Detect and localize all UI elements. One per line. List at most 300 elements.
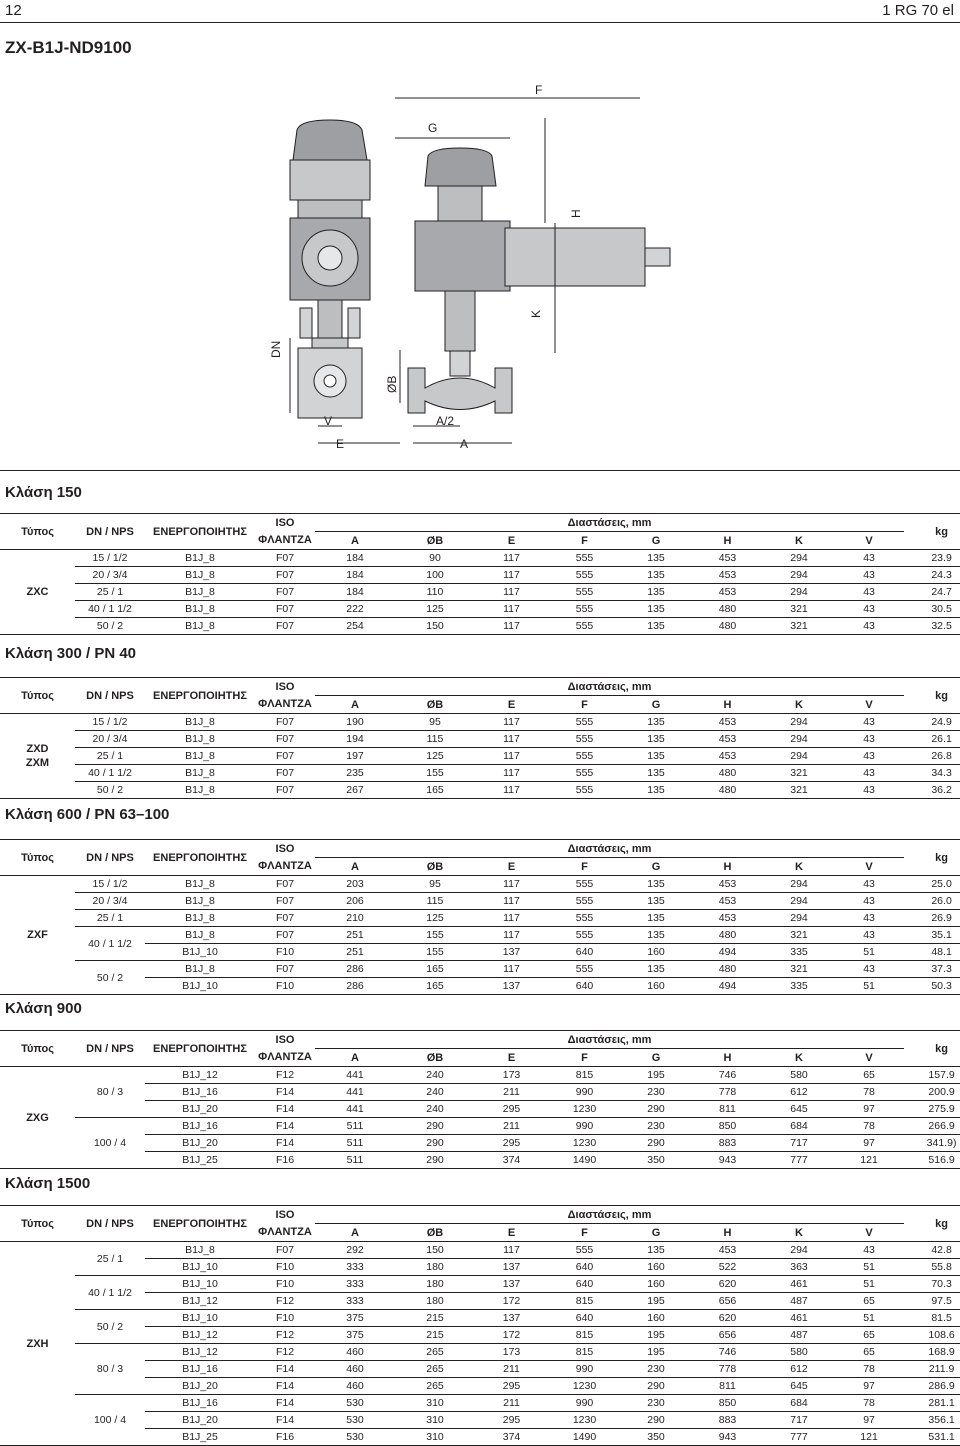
- row-cell: 341.9): [904, 1135, 960, 1152]
- header-type: Τύπος: [0, 514, 75, 550]
- row-cell: 266.9: [904, 1118, 960, 1135]
- row-cell: 121: [834, 1429, 904, 1446]
- header-col: V: [834, 858, 904, 876]
- header-col: K: [764, 1049, 834, 1067]
- row-cell: 117: [475, 876, 548, 893]
- row-cell: 160: [621, 1259, 691, 1276]
- row-cell: 580: [764, 1344, 834, 1361]
- row-cell: 555: [548, 567, 621, 584]
- row-cell: F14: [255, 1135, 315, 1152]
- row-cell: 480: [691, 618, 764, 635]
- table-row: [0, 618, 960, 635]
- header-dn: DN / NPS: [75, 1031, 145, 1067]
- row-cell: 290: [621, 1135, 691, 1152]
- row-cell: 480: [691, 765, 764, 782]
- section-title: Κλάση 600 / PN 63–100: [5, 806, 170, 823]
- row-cell: B1J_20: [145, 1135, 255, 1152]
- row-cell: 1230: [548, 1412, 621, 1429]
- row-cell: 441: [315, 1084, 395, 1101]
- row-cell: F14: [255, 1101, 315, 1118]
- header-dn: DN / NPS: [75, 1206, 145, 1242]
- row-cell: B1J_8: [145, 782, 255, 799]
- row-dn: 80 / 3: [75, 1344, 145, 1395]
- row-cell: 135: [621, 782, 691, 799]
- row-cell: 135: [621, 714, 691, 731]
- row-cell: 555: [548, 1242, 621, 1259]
- row-cell: 290: [621, 1378, 691, 1395]
- table-row: [0, 782, 960, 799]
- row-cell: B1J_10: [145, 944, 255, 961]
- row-cell: 43: [834, 748, 904, 765]
- row-cell: F10: [255, 944, 315, 961]
- row-cell: 294: [764, 731, 834, 748]
- row-cell: 43: [834, 765, 904, 782]
- row-cell: 294: [764, 584, 834, 601]
- row-dn: 25 / 1: [75, 1242, 145, 1276]
- row-cell: F14: [255, 1378, 315, 1395]
- row-cell: F07: [255, 601, 315, 618]
- table-row: [0, 1067, 960, 1084]
- row-cell: 195: [621, 1067, 691, 1084]
- row-cell: 374: [475, 1152, 548, 1169]
- row-cell: 160: [621, 1310, 691, 1327]
- row-cell: B1J_8: [145, 714, 255, 731]
- row-cell: B1J_8: [145, 550, 255, 567]
- header-iso: ISO: [255, 678, 315, 696]
- row-cell: 97: [834, 1101, 904, 1118]
- row-cell: 160: [621, 944, 691, 961]
- table-row: [0, 748, 960, 765]
- row-cell: 815: [548, 1067, 621, 1084]
- header-dn: DN / NPS: [75, 678, 145, 714]
- row-cell: 195: [621, 1293, 691, 1310]
- table-row: [0, 1395, 960, 1412]
- row-dn: 25 / 1: [75, 748, 145, 765]
- row-cell: 640: [548, 1276, 621, 1293]
- table-row: [0, 1310, 960, 1327]
- row-cell: 137: [475, 1310, 548, 1327]
- row-cell: 530: [315, 1429, 395, 1446]
- row-cell: 511: [315, 1152, 395, 1169]
- row-dn: 15 / 1/2: [75, 714, 145, 731]
- row-cell: 50.3: [904, 978, 960, 995]
- header-col: V: [834, 532, 904, 550]
- row-dn: 40 / 1 1/2: [75, 765, 145, 782]
- row-cell: 95: [395, 714, 475, 731]
- row-cell: 125: [395, 601, 475, 618]
- header-iso: ISO: [255, 514, 315, 532]
- row-cell: B1J_12: [145, 1344, 255, 1361]
- table-row: [0, 1242, 960, 1259]
- row-cell: 363: [764, 1259, 834, 1276]
- row-cell: 612: [764, 1084, 834, 1101]
- row-cell: 265: [395, 1378, 475, 1395]
- row-cell: 811: [691, 1378, 764, 1395]
- row-cell: B1J_8: [145, 601, 255, 618]
- row-cell: F07: [255, 567, 315, 584]
- header-col: V: [834, 1049, 904, 1067]
- header-kg: kg: [904, 678, 960, 714]
- row-cell: B1J_16: [145, 1118, 255, 1135]
- row-cell: 516.9: [904, 1152, 960, 1169]
- row-cell: 612: [764, 1361, 834, 1378]
- row-cell: 117: [475, 567, 548, 584]
- header-flange: ΦΛΑΝΤΖΑ: [258, 534, 312, 547]
- row-cell: 195: [621, 1327, 691, 1344]
- row-cell: 165: [395, 978, 475, 995]
- row-cell: 290: [395, 1118, 475, 1135]
- row-cell: 375: [315, 1327, 395, 1344]
- row-cell: B1J_16: [145, 1084, 255, 1101]
- row-cell: 555: [548, 765, 621, 782]
- row-cell: F07: [255, 893, 315, 910]
- row-cell: 160: [621, 978, 691, 995]
- row-cell: 943: [691, 1429, 764, 1446]
- row-cell: 321: [764, 961, 834, 978]
- row-cell: 555: [548, 876, 621, 893]
- header-actuator: ΕΝΕΡΓΟΠΟΙΗΤΗΣ: [145, 678, 255, 714]
- row-cell: F07: [255, 731, 315, 748]
- row-cell: 65: [834, 1293, 904, 1310]
- header-col: H: [691, 1224, 764, 1242]
- row-cell: 453: [691, 910, 764, 927]
- row-cell: 990: [548, 1118, 621, 1135]
- header-col: A: [315, 1224, 395, 1242]
- row-cell: 717: [764, 1135, 834, 1152]
- row-cell: 656: [691, 1293, 764, 1310]
- row-cell: 295: [475, 1378, 548, 1395]
- header-actuator: ΕΝΕΡΓΟΠΟΙΗΤΗΣ: [145, 514, 255, 550]
- header-actuator: ΕΝΕΡΓΟΠΟΙΗΤΗΣ: [145, 1031, 255, 1067]
- row-cell: 295: [475, 1101, 548, 1118]
- section-title: Κλάση 900: [5, 1000, 82, 1017]
- row-cell: 555: [548, 927, 621, 944]
- header-dn: DN / NPS: [75, 514, 145, 550]
- row-cell: B1J_8: [145, 731, 255, 748]
- row-cell: F16: [255, 1152, 315, 1169]
- row-cell: B1J_8: [145, 765, 255, 782]
- row-cell: 35.1: [904, 927, 960, 944]
- row-cell: 461: [764, 1276, 834, 1293]
- row-cell: 1490: [548, 1152, 621, 1169]
- row-cell: 25.0: [904, 876, 960, 893]
- row-cell: 43: [834, 601, 904, 618]
- row-cell: 34.3: [904, 765, 960, 782]
- row-cell: 51: [834, 978, 904, 995]
- row-type: ZXC: [0, 550, 75, 635]
- header-col: E: [475, 858, 548, 876]
- row-cell: F10: [255, 1276, 315, 1293]
- row-cell: 356.1: [904, 1412, 960, 1429]
- page-title: ZX-B1J-ND9100: [5, 38, 132, 57]
- row-cell: B1J_12: [145, 1327, 255, 1344]
- row-cell: 211: [475, 1395, 548, 1412]
- row-cell: 375: [315, 1310, 395, 1327]
- header-kg: kg: [904, 514, 960, 550]
- header-actuator: ΕΝΕΡΓΟΠΟΙΗΤΗΣ: [145, 1206, 255, 1242]
- row-dn: 20 / 3/4: [75, 567, 145, 584]
- header-iso: ISO: [255, 1031, 315, 1049]
- row-cell: 294: [764, 567, 834, 584]
- dimension-table: [0, 677, 960, 799]
- row-dn: 40 / 1 1/2: [75, 1276, 145, 1310]
- row-cell: 811: [691, 1101, 764, 1118]
- row-cell: F12: [255, 1327, 315, 1344]
- row-cell: 197: [315, 748, 395, 765]
- header-dimensions: Διαστάσεις, mm: [315, 1206, 904, 1224]
- row-cell: 117: [475, 714, 548, 731]
- row-cell: 137: [475, 1276, 548, 1293]
- dim-label-f: F: [535, 83, 543, 97]
- header-col: ØB: [395, 696, 475, 714]
- dimension-table: [0, 513, 960, 635]
- row-cell: 203: [315, 876, 395, 893]
- header-col: ØB: [395, 858, 475, 876]
- row-cell: B1J_10: [145, 978, 255, 995]
- row-dn: 15 / 1/2: [75, 876, 145, 893]
- row-cell: 240: [395, 1067, 475, 1084]
- row-cell: 321: [764, 927, 834, 944]
- row-cell: 172: [475, 1293, 548, 1310]
- row-cell: B1J_20: [145, 1378, 255, 1395]
- row-cell: 150: [395, 618, 475, 635]
- row-cell: 254: [315, 618, 395, 635]
- header-type: Τύπος: [0, 840, 75, 876]
- row-cell: 1490: [548, 1429, 621, 1446]
- row-cell: 137: [475, 978, 548, 995]
- row-cell: 555: [548, 714, 621, 731]
- row-cell: 350: [621, 1429, 691, 1446]
- row-cell: 43: [834, 927, 904, 944]
- row-cell: F10: [255, 1310, 315, 1327]
- row-cell: 110: [395, 584, 475, 601]
- dim-label-a: A: [460, 437, 469, 451]
- row-cell: 206: [315, 893, 395, 910]
- row-cell: B1J_25: [145, 1152, 255, 1169]
- row-cell: 43: [834, 550, 904, 567]
- row-cell: 522: [691, 1259, 764, 1276]
- row-cell: 65: [834, 1067, 904, 1084]
- header-type: Τύπος: [0, 1206, 75, 1242]
- row-cell: 294: [764, 714, 834, 731]
- row-cell: 117: [475, 910, 548, 927]
- row-cell: 335: [764, 978, 834, 995]
- header-dimensions: Διαστάσεις, mm: [315, 678, 904, 696]
- header-actuator: ΕΝΕΡΓΟΠΟΙΗΤΗΣ: [145, 840, 255, 876]
- row-cell: 117: [475, 765, 548, 782]
- row-cell: 43: [834, 782, 904, 799]
- row-cell: 180: [395, 1259, 475, 1276]
- row-cell: 645: [764, 1101, 834, 1118]
- row-cell: 194: [315, 731, 395, 748]
- row-cell: 286.9: [904, 1378, 960, 1395]
- row-cell: 184: [315, 584, 395, 601]
- header-col: A: [315, 1049, 395, 1067]
- row-cell: 117: [475, 961, 548, 978]
- row-cell: 684: [764, 1118, 834, 1135]
- header-kg: kg: [904, 1206, 960, 1242]
- row-cell: F07: [255, 618, 315, 635]
- row-cell: 310: [395, 1429, 475, 1446]
- header-iso: ISO: [255, 1206, 315, 1224]
- row-cell: 746: [691, 1067, 764, 1084]
- row-cell: 78: [834, 1395, 904, 1412]
- row-cell: B1J_8: [145, 1242, 255, 1259]
- row-cell: B1J_8: [145, 910, 255, 927]
- row-cell: 30.5: [904, 601, 960, 618]
- row-type: ZXH: [0, 1242, 75, 1446]
- row-cell: 32.5: [904, 618, 960, 635]
- row-cell: B1J_8: [145, 618, 255, 635]
- row-cell: 48.1: [904, 944, 960, 961]
- row-cell: 286: [315, 978, 395, 995]
- row-cell: 275.9: [904, 1101, 960, 1118]
- row-dn: 50 / 2: [75, 618, 145, 635]
- row-cell: 321: [764, 765, 834, 782]
- dim-label-e: E: [336, 437, 345, 451]
- row-cell: 211: [475, 1361, 548, 1378]
- dimension-table: [0, 1030, 960, 1169]
- row-cell: 117: [475, 782, 548, 799]
- row-cell: 184: [315, 567, 395, 584]
- row-dn: 25 / 1: [75, 584, 145, 601]
- row-cell: 453: [691, 748, 764, 765]
- row-cell: 43: [834, 731, 904, 748]
- valve-dimension-drawing: [0, 68, 960, 471]
- row-cell: 230: [621, 1118, 691, 1135]
- row-cell: 78: [834, 1084, 904, 1101]
- row-cell: 51: [834, 1310, 904, 1327]
- header-dn: DN / NPS: [75, 840, 145, 876]
- row-cell: 555: [548, 584, 621, 601]
- row-cell: 115: [395, 731, 475, 748]
- row-cell: 100: [395, 567, 475, 584]
- row-cell: 108.6: [904, 1327, 960, 1344]
- row-cell: B1J_10: [145, 1259, 255, 1276]
- section-title: Κλάση 300 / PN 40: [5, 645, 137, 662]
- row-cell: 23.9: [904, 550, 960, 567]
- row-type: ZXG: [0, 1067, 75, 1169]
- row-cell: 990: [548, 1361, 621, 1378]
- row-cell: 640: [548, 1310, 621, 1327]
- header-col: K: [764, 1224, 834, 1242]
- row-cell: 43: [834, 618, 904, 635]
- row-cell: 51: [834, 1276, 904, 1293]
- row-cell: 43: [834, 910, 904, 927]
- row-cell: 117: [475, 601, 548, 618]
- row-cell: 267: [315, 782, 395, 799]
- row-cell: 480: [691, 782, 764, 799]
- table-row: [0, 876, 960, 893]
- row-cell: 310: [395, 1395, 475, 1412]
- row-cell: 684: [764, 1395, 834, 1412]
- row-cell: B1J_25: [145, 1429, 255, 1446]
- row-cell: B1J_8: [145, 893, 255, 910]
- row-cell: 555: [548, 748, 621, 765]
- row-cell: B1J_8: [145, 584, 255, 601]
- row-cell: 487: [764, 1293, 834, 1310]
- row-cell: 310: [395, 1412, 475, 1429]
- row-dn: 50 / 2: [75, 782, 145, 799]
- row-cell: F12: [255, 1293, 315, 1310]
- row-dn: 40 / 1 1/2: [75, 601, 145, 618]
- row-cell: 117: [475, 618, 548, 635]
- row-cell: 211: [475, 1118, 548, 1135]
- header-col: H: [691, 1049, 764, 1067]
- row-cell: 321: [764, 782, 834, 799]
- row-cell: 555: [548, 601, 621, 618]
- row-cell: F14: [255, 1361, 315, 1378]
- dim-label-a2: A/2: [436, 414, 455, 428]
- row-cell: F07: [255, 927, 315, 944]
- row-cell: B1J_8: [145, 876, 255, 893]
- row-cell: 778: [691, 1084, 764, 1101]
- row-cell: 125: [395, 748, 475, 765]
- row-cell: 155: [395, 765, 475, 782]
- row-cell: 294: [764, 550, 834, 567]
- row-cell: 943: [691, 1152, 764, 1169]
- row-cell: F12: [255, 1067, 315, 1084]
- row-cell: 294: [764, 876, 834, 893]
- row-cell: 850: [691, 1395, 764, 1412]
- row-cell: 135: [621, 876, 691, 893]
- row-cell: 97: [834, 1378, 904, 1395]
- row-cell: 137: [475, 1259, 548, 1276]
- row-cell: 640: [548, 944, 621, 961]
- row-cell: F14: [255, 1118, 315, 1135]
- table-row: [0, 601, 960, 618]
- header-col: G: [621, 696, 691, 714]
- row-cell: 746: [691, 1344, 764, 1361]
- row-cell: 1230: [548, 1378, 621, 1395]
- row-cell: F10: [255, 978, 315, 995]
- row-cell: 168.9: [904, 1344, 960, 1361]
- header-kg: kg: [904, 1031, 960, 1067]
- row-cell: 65: [834, 1327, 904, 1344]
- row-cell: 26.0: [904, 893, 960, 910]
- header-col: A: [315, 858, 395, 876]
- dimension-table: [0, 839, 960, 995]
- row-cell: B1J_10: [145, 1276, 255, 1293]
- row-cell: 333: [315, 1293, 395, 1310]
- row-cell: 43: [834, 567, 904, 584]
- header-col: E: [475, 1049, 548, 1067]
- table-row: [0, 765, 960, 782]
- row-cell: 26.8: [904, 748, 960, 765]
- row-cell: 555: [548, 893, 621, 910]
- row-cell: 117: [475, 748, 548, 765]
- table-row: [0, 567, 960, 584]
- row-cell: 95: [395, 876, 475, 893]
- table-row: [0, 927, 960, 944]
- header-dimensions: Διαστάσεις, mm: [315, 514, 904, 532]
- row-cell: 461: [764, 1310, 834, 1327]
- row-cell: 90: [395, 550, 475, 567]
- row-cell: F14: [255, 1412, 315, 1429]
- row-cell: F07: [255, 876, 315, 893]
- row-cell: 117: [475, 1242, 548, 1259]
- row-dn: 100 / 4: [75, 1395, 145, 1446]
- row-type: ZXD ZXM: [0, 714, 75, 799]
- row-cell: 494: [691, 944, 764, 961]
- row-cell: 265: [395, 1361, 475, 1378]
- row-cell: F16: [255, 1429, 315, 1446]
- row-cell: 184: [315, 550, 395, 567]
- row-cell: 24.9: [904, 714, 960, 731]
- row-cell: 117: [475, 584, 548, 601]
- row-cell: 555: [548, 782, 621, 799]
- header-col: F: [548, 696, 621, 714]
